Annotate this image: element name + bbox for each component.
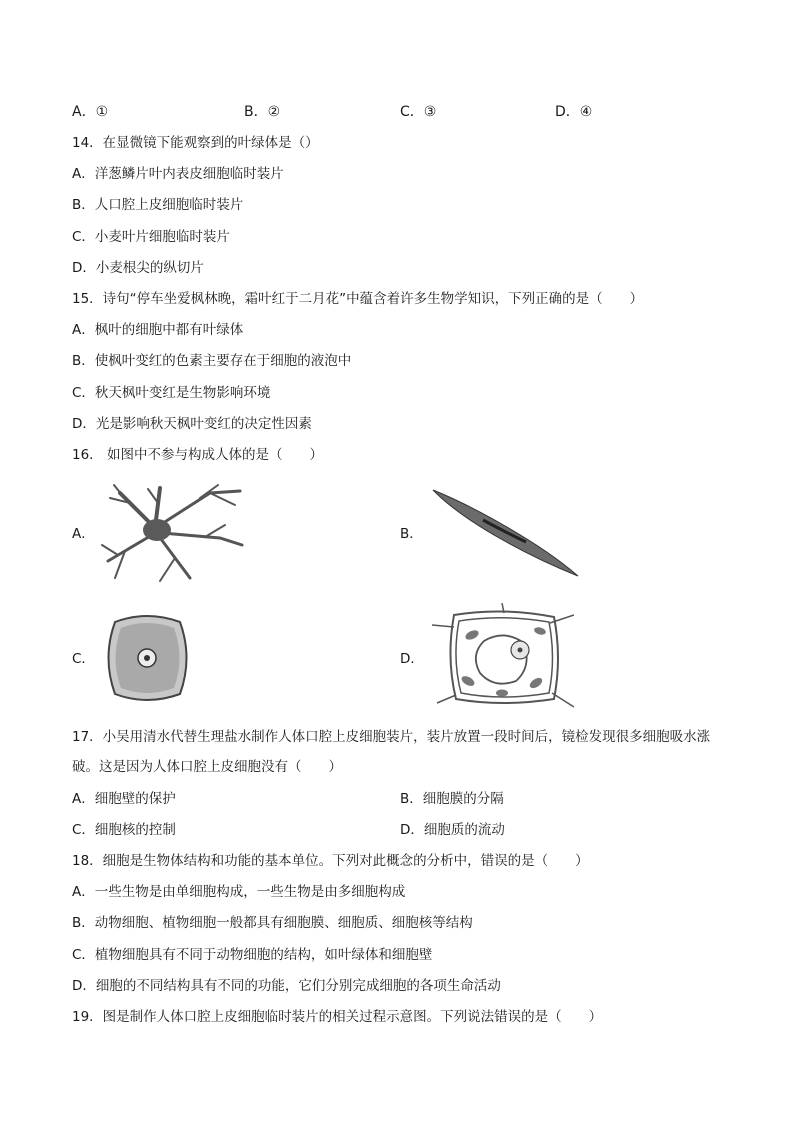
q14-option-c: C．小麦叶片细胞临时装片 [72,229,230,245]
q14-option-a: A．洋葱鳞片叶内表皮细胞临时装片 [72,166,284,182]
q16-label-a: A． [72,526,95,542]
egg-cell-drawing-icon [105,612,190,704]
q15-stem: 15．诗句“停车坐爱枫林晚，霜叶红于二月花”中蕴含着许多生物学知识，下列正确的是（ ） [72,291,644,307]
q13-option-b: B．② [244,104,281,120]
q14-stem: 14．在显微镜下能观察到的叶绿体是（） [72,135,319,151]
q15-option-b: B．使枫叶变红的色素主要存在于细胞的液泡中 [72,353,352,369]
q18-stem: 18．细胞是生物体结构和功能的基本单位。下列对此概念的分析中，错误的是（ ） [72,853,589,869]
neuron-cell-drawing-icon [100,483,245,583]
q17-option-b: B．细胞膜的分隔 [400,791,504,807]
q19-stem: 19．图是制作人体口腔上皮细胞临时装片的相关过程示意图。下列说法错误的是（ ） [72,1009,603,1025]
q14-option-b: B．人口腔上皮细胞临时装片 [72,197,244,213]
q17-stem: 17．小吴用清水代替生理盐水制作人体口腔上皮细胞装片，装片放置一段时间后，镜检发现很多细胞吸水涨破。这是因为人体口腔上皮细胞没有（ ） [72,729,711,775]
q18-option-b: B．动物细胞、植物细胞一般都具有细胞膜、细胞质、细胞核等结构 [72,915,473,931]
q13-option-c: C．③ [400,104,437,120]
q17-option-c: C．细胞核的控制 [72,822,176,838]
q16-label-c: C． [72,651,95,667]
q16-stem: 16． 如图中不参与构成人体的是（ ） [72,447,323,463]
q16-label-b: B． [400,526,423,542]
q15-option-d: D．光是影响秋天枫叶变红的决定性因素 [72,416,312,432]
q18-option-c: C．植物细胞具有不同于动物细胞的结构，如叶绿体和细胞壁 [72,947,433,963]
q18-option-a: A．一些生物是由单细胞构成，一些生物是由多细胞构成 [72,884,406,900]
q14-option-d: D．小麦根尖的纵切片 [72,260,204,276]
smooth-muscle-cell-drawing-icon [428,486,583,578]
q18-option-d: D．细胞的不同结构具有不同的功能，它们分别完成细胞的各项生命活动 [72,978,501,994]
q15-option-a: A．枫叶的细胞中都有叶绿体 [72,322,244,338]
q15-option-c: C．秋天枫叶变红是生物影响环境 [72,385,271,401]
q13-option-a: A．① [72,104,109,120]
q17-option-d: D．细胞质的流动 [400,822,505,838]
q16-label-d: D． [400,651,424,667]
q17-option-a: A．细胞壁的保护 [72,791,176,807]
q13-option-d: D．④ [555,104,593,120]
plant-cell-drawing-icon [432,603,574,710]
